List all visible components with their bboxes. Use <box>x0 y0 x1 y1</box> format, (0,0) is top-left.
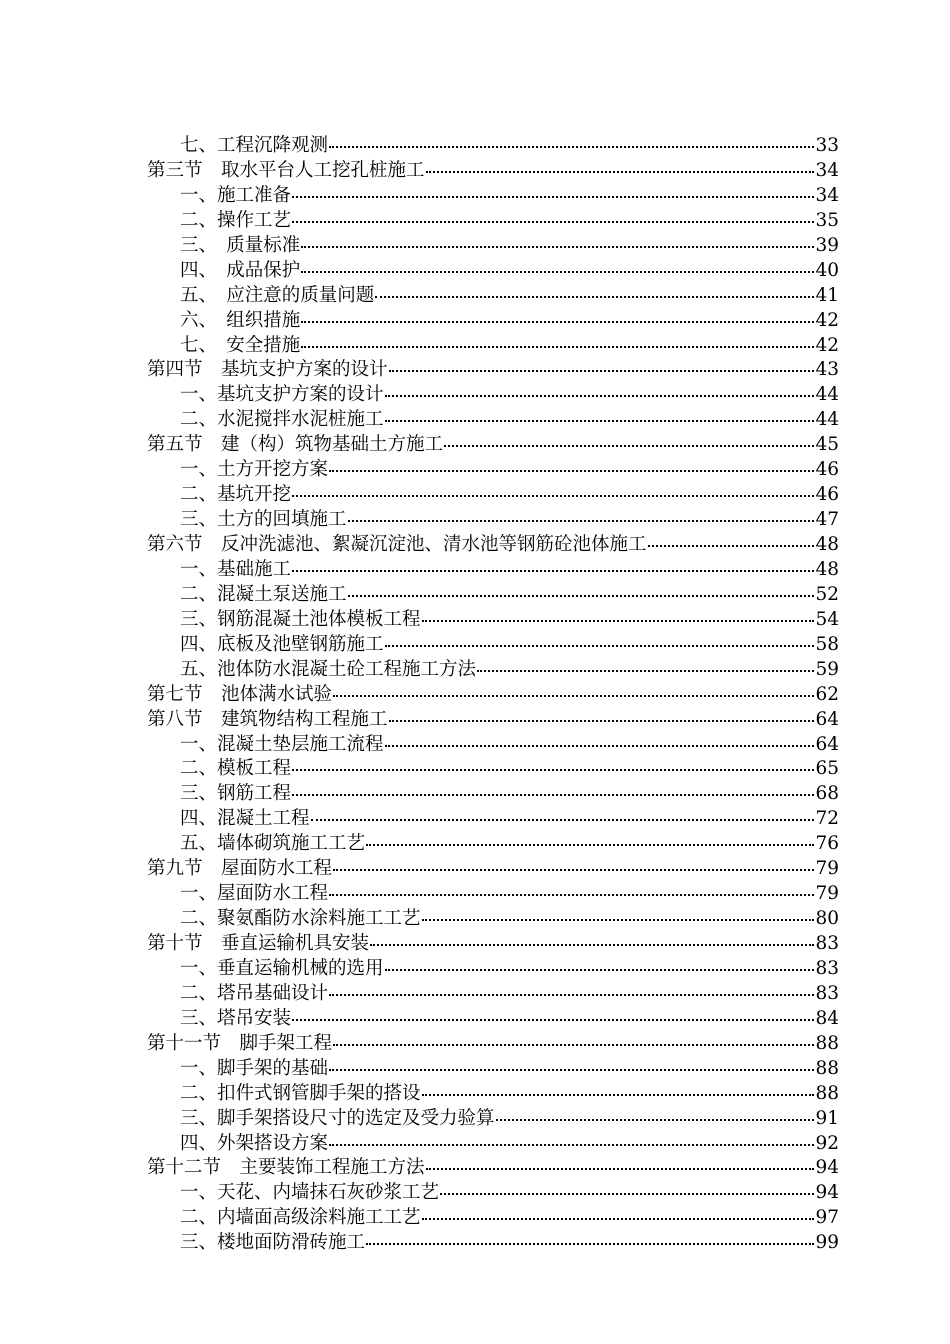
toc-entry-label: 五、 应注意的质量问题 <box>180 284 375 306</box>
dot-leader <box>329 1068 814 1071</box>
dot-leader <box>333 694 814 697</box>
toc-entry-page-number: 48 <box>815 558 839 580</box>
dot-leader <box>422 918 815 921</box>
toc-entry-page-number: 68 <box>815 783 839 805</box>
toc-entry-label: 第八节 建筑物结构工程施工 <box>147 708 388 730</box>
toc-entry-page-number: 88 <box>815 1082 839 1104</box>
toc-entry-label: 第十二节 主要装饰工程施工方法 <box>147 1157 425 1179</box>
toc-item-entry[interactable] <box>147 608 839 633</box>
toc-entry-label: 二、模板工程 <box>180 758 292 780</box>
toc-entry-label: 三、钢筋工程 <box>180 783 292 805</box>
toc-entry-page-number: 46 <box>815 484 839 506</box>
table-of-contents <box>147 134 839 1256</box>
toc-item-entry[interactable] <box>147 1082 839 1107</box>
toc-entry-label: 三、脚手架搭设尺寸的选定及受力验算 <box>180 1107 495 1129</box>
toc-entry-label: 二、操作工艺 <box>180 209 292 231</box>
dot-leader <box>301 345 814 348</box>
toc-entry-page-number: 33 <box>815 135 839 156</box>
toc-entry-page-number: 91 <box>815 1107 839 1129</box>
dot-leader <box>329 993 814 996</box>
toc-entry-label: 三、土方的回填施工 <box>180 509 347 531</box>
dot-leader <box>422 1217 815 1220</box>
dot-leader <box>426 1167 815 1170</box>
toc-entry-label: 三、钢筋混凝土池体模板工程 <box>180 608 421 630</box>
toc-entry-label: 一、基础施工 <box>180 558 292 580</box>
toc-entry-label: 二、塔吊基础设计 <box>180 982 329 1004</box>
toc-item-entry[interactable] <box>147 633 839 658</box>
toc-entry-page-number: 41 <box>815 284 839 306</box>
toc-item-entry[interactable] <box>147 134 839 159</box>
toc-entry-label: 第四节 基坑支护方案的设计 <box>147 359 388 381</box>
toc-entry-page-number: 94 <box>815 1182 839 1204</box>
toc-entry-label: 二、内墙面高级涂料施工工艺 <box>180 1207 421 1229</box>
dot-leader <box>333 1043 814 1046</box>
toc-item-entry[interactable] <box>147 209 839 234</box>
toc-entry-page-number: 83 <box>815 957 839 979</box>
toc-entry-page-number: 97 <box>815 1207 839 1229</box>
toc-entry-page-number: 39 <box>815 234 839 256</box>
toc-entry-page-number: 48 <box>815 534 839 555</box>
toc-item-entry[interactable] <box>147 1206 839 1231</box>
dot-leader <box>422 619 815 622</box>
toc-item-entry[interactable] <box>147 483 839 508</box>
dot-leader <box>422 1093 815 1096</box>
toc-item-entry[interactable] <box>147 982 839 1007</box>
toc-entry-page-number: 40 <box>815 259 839 281</box>
toc-item-entry[interactable] <box>147 1057 839 1082</box>
toc-entry-label: 三、 质量标准 <box>180 234 301 256</box>
toc-entry-label: 五、池体防水混凝土砼工程施工方法 <box>180 658 477 680</box>
toc-entry-label: 二、扣件式钢管脚手架的搭设 <box>180 1082 421 1104</box>
toc-item-entry[interactable] <box>147 1007 839 1032</box>
toc-entry-page-number: 80 <box>815 908 839 930</box>
toc-section-entry[interactable] <box>147 1032 839 1057</box>
toc-entry-label: 第五节 建（构）筑物基础土方施工 <box>147 434 444 456</box>
dot-leader <box>444 444 814 447</box>
toc-entry-page-number: 42 <box>815 334 839 356</box>
toc-entry-page-number: 46 <box>815 459 839 481</box>
toc-entry-label: 第七节 池体满水试验 <box>147 683 333 705</box>
toc-entry-label: 一、脚手架的基础 <box>180 1057 329 1079</box>
toc-entry-page-number: 58 <box>815 633 839 655</box>
toc-item-entry[interactable] <box>147 658 839 683</box>
toc-entry-label: 四、底板及池壁钢筋施工 <box>180 633 384 655</box>
dot-leader <box>311 818 815 821</box>
dot-leader <box>301 320 814 323</box>
dot-leader <box>301 245 814 248</box>
toc-entry-label: 五、墙体砌筑施工工艺 <box>180 833 366 855</box>
dot-leader <box>348 594 815 597</box>
toc-entry-label: 一、天花、内墙抹石灰砂浆工艺 <box>180 1182 440 1204</box>
toc-entry-label: 二、聚氨酯防水涂料施工工艺 <box>180 908 421 930</box>
toc-entry-label: 二、水泥搅拌水泥桩施工 <box>180 409 384 431</box>
toc-item-entry[interactable] <box>147 583 839 608</box>
dot-leader <box>385 968 815 971</box>
toc-entry-label: 第十节 垂直运输机具安装 <box>147 933 370 954</box>
dot-leader <box>648 544 815 547</box>
toc-entry-page-number: 54 <box>815 608 839 630</box>
toc-item-entry[interactable] <box>147 882 839 907</box>
dot-leader <box>329 1143 814 1146</box>
toc-entry-page-number: 94 <box>815 1157 839 1179</box>
toc-entry-page-number: 83 <box>815 982 839 1004</box>
toc-entry-label: 第六节 反冲洗滤池、絮凝沉淀池、清水池等钢筋砼池体施工 <box>147 534 647 555</box>
dot-leader <box>348 519 815 522</box>
toc-entry-page-number: 64 <box>815 733 839 755</box>
dot-leader <box>385 419 815 422</box>
toc-item-entry[interactable] <box>147 733 839 758</box>
toc-entry-label: 三、楼地面防滑砖施工 <box>180 1232 366 1254</box>
toc-item-entry[interactable] <box>147 334 839 359</box>
toc-item-entry[interactable] <box>147 234 839 259</box>
toc-section-entry[interactable] <box>147 159 839 184</box>
toc-entry-page-number: 43 <box>815 359 839 381</box>
dot-leader <box>477 669 814 672</box>
toc-entry-page-number: 34 <box>815 159 839 181</box>
toc-item-entry[interactable] <box>147 832 839 857</box>
toc-section-entry[interactable] <box>147 533 839 558</box>
toc-entry-label: 一、土方开挖方案 <box>180 459 329 481</box>
toc-entry-page-number: 88 <box>815 1032 839 1054</box>
dot-leader <box>366 843 814 846</box>
toc-entry-label: 一、施工准备 <box>180 184 292 206</box>
dot-leader <box>329 145 814 148</box>
toc-item-entry[interactable] <box>147 807 839 832</box>
toc-section-entry[interactable] <box>147 433 839 458</box>
toc-item-entry[interactable] <box>147 458 839 483</box>
dot-leader <box>292 569 814 572</box>
toc-item-entry[interactable] <box>147 1132 839 1157</box>
dot-leader <box>389 369 815 372</box>
toc-section-entry[interactable] <box>147 358 839 383</box>
dot-leader <box>496 1118 815 1121</box>
dot-leader <box>333 868 814 871</box>
toc-section-entry[interactable] <box>147 683 839 708</box>
dot-leader <box>301 270 814 273</box>
toc-entry-label: 七、 安全措施 <box>180 334 301 356</box>
toc-entry-page-number: 99 <box>815 1232 839 1254</box>
dot-leader <box>385 744 815 747</box>
dot-leader <box>292 494 814 497</box>
toc-item-entry[interactable] <box>147 1107 839 1132</box>
toc-entry-label: 七、工程沉降观测 <box>180 135 329 156</box>
toc-entry-label: 三、塔吊安装 <box>180 1007 292 1029</box>
toc-entry-label: 一、屋面防水工程 <box>180 883 329 905</box>
toc-entry-page-number: 88 <box>815 1057 839 1079</box>
toc-item-entry[interactable] <box>147 1231 839 1256</box>
dot-leader <box>292 195 814 198</box>
toc-entry-page-number: 65 <box>815 758 839 780</box>
toc-section-entry[interactable] <box>147 857 839 882</box>
dot-leader <box>385 644 815 647</box>
toc-entry-page-number: 47 <box>815 509 839 531</box>
dot-leader <box>426 170 815 173</box>
toc-entry-page-number: 44 <box>815 384 839 406</box>
toc-entry-page-number: 79 <box>815 858 839 880</box>
dot-leader <box>292 768 814 771</box>
toc-item-entry[interactable] <box>147 757 839 782</box>
toc-section-entry[interactable] <box>147 1156 839 1181</box>
dot-leader <box>292 1018 814 1021</box>
toc-entry-label: 一、混凝土垫层施工流程 <box>180 733 384 755</box>
dot-leader <box>375 295 814 298</box>
toc-entry-page-number: 35 <box>815 209 839 231</box>
toc-item-entry[interactable] <box>147 907 839 932</box>
toc-entry-label: 第九节 屋面防水工程 <box>147 858 333 880</box>
toc-entry-label: 第三节 取水平台人工挖孔桩施工 <box>147 159 425 181</box>
toc-entry-page-number: 92 <box>815 1132 839 1154</box>
toc-item-entry[interactable] <box>147 782 839 807</box>
toc-entry-page-number: 64 <box>815 708 839 730</box>
toc-entry-page-number: 76 <box>815 833 839 855</box>
toc-item-entry[interactable] <box>147 309 839 334</box>
toc-entry-page-number: 62 <box>815 683 839 705</box>
toc-entry-label: 二、混凝土泵送施工 <box>180 583 347 605</box>
toc-entry-label: 一、基坑支护方案的设计 <box>180 384 384 406</box>
toc-entry-label: 四、外架搭设方案 <box>180 1132 329 1154</box>
dot-leader <box>389 719 815 722</box>
toc-item-entry[interactable] <box>147 284 839 309</box>
toc-item-entry[interactable] <box>147 508 839 533</box>
toc-entry-page-number: 84 <box>815 1007 839 1029</box>
toc-item-entry[interactable] <box>147 1181 839 1206</box>
toc-section-entry[interactable] <box>147 708 839 733</box>
toc-entry-label: 四、混凝土工程 <box>180 808 310 830</box>
toc-entry-page-number: 44 <box>815 409 839 431</box>
dot-leader <box>370 943 814 946</box>
toc-item-entry[interactable] <box>147 184 839 209</box>
toc-entry-page-number: 52 <box>815 583 839 605</box>
toc-entry-page-number: 34 <box>815 184 839 206</box>
toc-entry-page-number: 45 <box>815 434 839 456</box>
toc-item-entry[interactable] <box>147 408 839 433</box>
toc-entry-page-number: 83 <box>815 933 839 954</box>
dot-leader <box>440 1192 814 1195</box>
toc-section-entry[interactable] <box>147 932 839 957</box>
toc-entry-label: 二、基坑开挖 <box>180 484 292 506</box>
toc-entry-page-number: 72 <box>815 808 839 830</box>
toc-entry-label: 四、 成品保护 <box>180 259 301 281</box>
toc-entry-page-number: 79 <box>815 883 839 905</box>
toc-entry-page-number: 42 <box>815 309 839 331</box>
toc-item-entry[interactable] <box>147 957 839 982</box>
toc-entry-label: 一、垂直运输机械的选用 <box>180 957 384 979</box>
dot-leader <box>385 394 815 397</box>
dot-leader <box>329 893 814 896</box>
dot-leader <box>329 469 814 472</box>
toc-entry-page-number: 59 <box>815 658 839 680</box>
toc-item-entry[interactable] <box>147 383 839 408</box>
dot-leader <box>366 1242 814 1245</box>
toc-item-entry[interactable] <box>147 259 839 284</box>
dot-leader <box>292 220 814 223</box>
dot-leader <box>292 793 814 796</box>
toc-item-entry[interactable] <box>147 558 839 583</box>
toc-entry-label: 第十一节 脚手架工程 <box>147 1032 333 1054</box>
toc-entry-label: 六、 组织措施 <box>180 309 301 331</box>
